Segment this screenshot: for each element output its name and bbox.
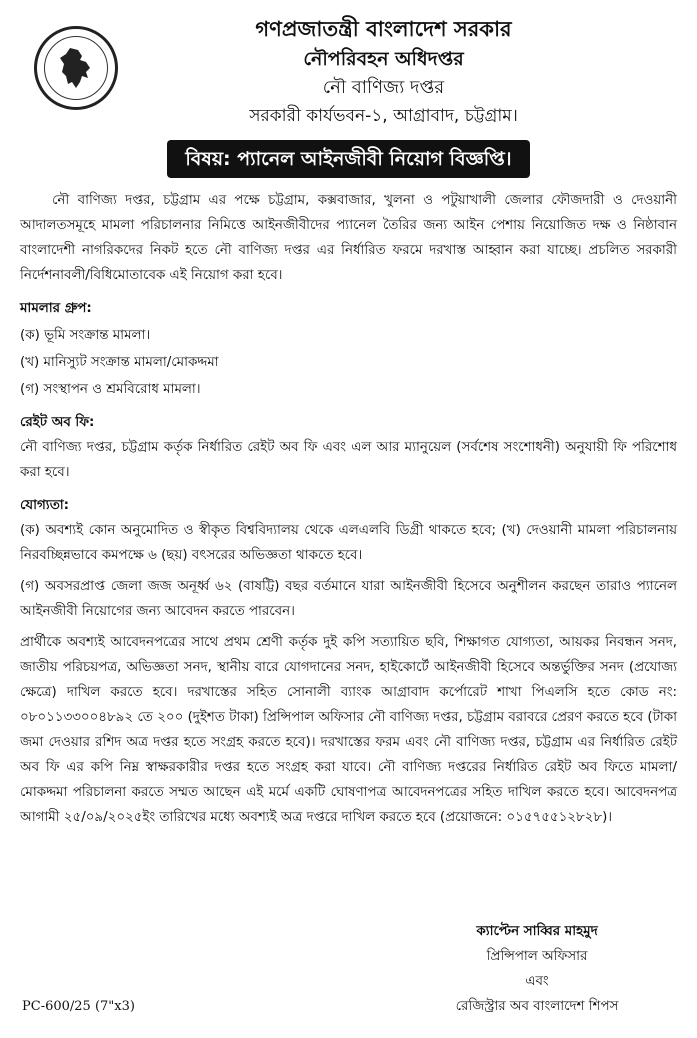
bangladesh-map-icon: [44, 36, 108, 100]
department-title: নৌপরিবহন অধিদপ্তর: [303, 48, 464, 70]
case-group-item: (গ) সংস্থাপন ও শ্রমবিরোধ মামলা।: [20, 382, 201, 397]
notice-page: [0, 14, 697, 1038]
case-group-item: (খ) মানিস্যুট সংক্রান্ত মামলা/মোকদ্দমা: [20, 355, 219, 370]
signatory-conjunction: এবং: [525, 974, 549, 989]
office-title: নৌ বাণিজ্য দপ্তর: [322, 77, 445, 98]
office-address: সরকারী কার্যভবন-১, আগ্রাবাদ, চট্টগ্রাম।: [249, 106, 518, 126]
rate-of-fee-heading: রেইট অব ফি:: [20, 415, 95, 430]
subject-banner: বিষয়: প্যানেল আইনজীবী নিয়োগ বিজ্ঞপ্তি।: [167, 140, 529, 178]
instructions-paragraph: প্রার্থীকে অবশ্যই আবেদনপত্রের সাথে প্রথম শ্রেণী কর্তৃক দুই কপি সত্যায়িত ছবি, শিক্ষাগত যোগ্যতা, আয়কর নিবন্ধন সনদ, জাতীয় পরিচয়পত্র, অভিজ্ঞতা সনদ, স্থানীয় বারে যোগদানের সনদ, হাইকোর্টে আইনজীবী হিসেবে অন্তর্ভুক্তির সনদ (প্রযোজ্য ক্ষেত্রে) দাখিল করতে হবে। দরখাস্তের সহিত সোনালী ব্যাংক আগ্রাবাদ কর্পোরেট শাখা পিএলসি হতে কোড নং: ০৮০১১৩৩০০৪৮৯২ তে ২০০ (দুইশত টাকা) প্রিন্সিপাল অফিসার নৌ বাণিজ্য দপ্তর, চট্টগ্রাম বরাবরে প্রেরণ করতে হবে (টাকা জমা দেওয়ার রশিদ অত্র দপ্তর হতে সংগ্রহ করতে হবে)। দরখাস্তের ফরম এবং নৌ বাণিজ্য দপ্তর, চট্টগ্রাম এর নির্ধারিত রেইট অব ফি এর কপি নিম্ন স্বাক্ষরকারীর দপ্তর হতে সংগ্রহ করা যাবে। নৌ বাণিজ্য দপ্তরের নির্ধারিত রেইট অব ফিতে মামলা/মোকদ্দমা পরিচালনা করতে সম্মত আছেন এই মর্মে একটি ঘোষণাপত্র আবেদনপত্রের সহিত দাখিল করতে হবে। আবেদনপত্র আগামী ২৫/০৯/২০২৫ইং তারিখের মধ্যে অবশ্যই অত্র দপ্তরে দাখিল করতে হবে (প্রয়োজনে: ০১৫৭৫৫১২৮২৮)।: [20, 635, 677, 825]
notice-body: [20, 188, 677, 830]
rate-of-fee-text: নৌ বাণিজ্য দপ্তর, চট্টগ্রাম কর্তৃক নির্ধারিত রেইট অব ফি এবং এল আর ম্যানুয়েল (সর্বশেষ সংশোধনী) অনুযায়ী ফি পরিশোধ করা হবে।: [20, 440, 677, 480]
subject-row: [20, 140, 677, 178]
map-shape-icon: [56, 46, 96, 90]
signature-block: [407, 919, 667, 1019]
signatory-name: ক্যাপ্টেন সাব্বির মাহমুদ: [476, 924, 598, 939]
government-seal: [34, 26, 118, 110]
intro-paragraph: নৌ বাণিজ্য দপ্তর, চট্টগ্রাম এর পক্ষে চট্টগ্রাম, কক্সবাজার, খুলনা ও পটুয়াখালী জেলার ফৌজদারী ও দেওয়ানী আদালতসমূহে মামলা পরিচালনার নিমিত্তে আইনজীবীদের প্যানেল তৈরির জন্য আইন পেশায় নিয়োজিত দক্ষ ও নিষ্ঠাবান বাংলাদেশী নাগরিকদের নিকট হতে নৌ বাণিজ্য দপ্তর এর নির্ধারিত ফরমে দরখাস্ত আহ্বান করা যাচ্ছে। প্রচলিত সরকারী নির্দেশনাবলী/বিধিমোতাবেক এই নিয়োগ করা হবে।: [20, 193, 677, 283]
case-group-item: (ক) ভূমি সংক্রান্ত মামলা।: [20, 328, 151, 343]
qualification-item: (ক) অবশ্যই কোন অনুমোদিত ও স্বীকৃত বিশ্ববিদ্যালয় থেকে এলএলবি ডিগ্রী থাকতে হবে; (খ) দেওয়ানী মামলা পরিচালনায় নিরবচ্ছিন্নভাবে কমপক্ষে ৬ (ছয়) বৎসরের অভিজ্ঞতা থাকতে হবে।: [20, 523, 677, 563]
qualification-item: (গ) অবসরপ্রাপ্ত জেলা জজ অনূর্ধ্ব ৬২ (বাষট্টি) বছর বর্তমানে যারা আইনজীবী হিসেবে অনুশীলন করছেন তারাও প্যানেল আইনজীবী নিয়োগের জন্য আবেদন করতে পারবেন।: [20, 579, 677, 619]
case-group-heading: মামলার গ্রুপ:: [20, 301, 92, 316]
qualification-heading: যোগ্যতা:: [20, 498, 69, 513]
signatory-designation-2: রেজিস্ট্রার অব বাংলাদেশ শিপস: [455, 999, 619, 1014]
govt-title: গণপ্রজাতন্ত্রী বাংলাদেশ সরকার: [255, 17, 512, 41]
header: [20, 14, 677, 130]
signatory-designation: প্রিন্সিপাল অফিসার: [486, 949, 588, 964]
reference-code: PC-600/25 (7"x3): [22, 999, 135, 1014]
